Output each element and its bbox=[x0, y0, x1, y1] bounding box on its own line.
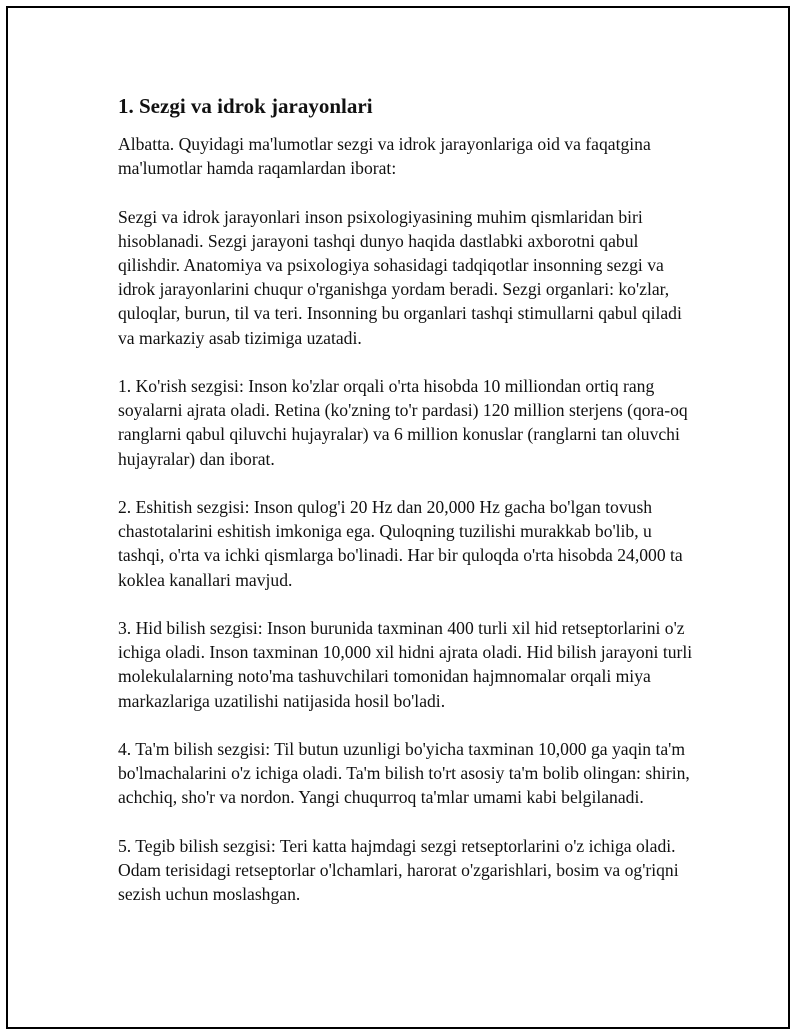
taste-paragraph: 4. Ta'm bilish sezgisi: Til butun uzunligi bo'yicha taxminan 10,000 ga yaqin ta'm bo'lmachalarini o'z ichiga oladi. Ta'm bilish to'rt asosiy ta'm bolib olingan: shirin, achchiq, sho'r va nordon. Yangi chuqurroq ta'mlar umami kabi belgilanadi. bbox=[118, 739, 690, 808]
overview-paragraph: Sezgi va idrok jarayonlari inson psixologiyasining muhim qismlaridan biri hisoblanadi. Sezgi jarayoni tashqi dunyo haqida dastlabki axborotni qabul qilishdir. Anatomiya va psixologiya sohasidagi tadqiqotlar insonning sezgi va idrok jarayonlarini chuqur o'rganishga yordam beradi. Sezgi organlari: ko'zlar, quloqlar, burun, til va teri. Insonning bu organlari tashqi stimullarni qabul qiladi va markaziy asab tizimiga uzatadi. bbox=[118, 206, 682, 348]
intro-paragraph: Albatta. Quyidagi ma'lumotlar sezgi va idrok jarayonlariga oid va faqatgina ma'lumotlar hamda raqamlardan iborat: bbox=[118, 134, 651, 179]
document-body bbox=[118, 92, 698, 906]
smell-paragraph: 3. Hid bilish sezgisi: Inson burunida taxminan 400 turli xil hid retseptorlarini o'z ichiga oladi. Inson taxminan 10,000 xil hidni ajrata oladi. Hid bilish jarayoni turli molekulalarning noto'ma tashuvchilari tomonidan hajmnomalar orqali miya markazlariga uzatilishi natijasida hosil bo'ladi. bbox=[118, 618, 693, 711]
hearing-paragraph: 2. Eshitish sezgisi: Inson qulog'i 20 Hz dan 20,000 Hz gacha bo'lgan tovush chastotalarini eshitish imkoniga ega. Quloqning tuzilishi murakkab bo'lib, u tashqi, o'rta va ichki qismlarga bo'linadi. Har bir quloqda o'rta hisobda 24,000 ta koklea kanallari mavjud. bbox=[118, 497, 683, 590]
document-title: 1. Sezgi va idrok jarayonlari bbox=[118, 94, 373, 118]
touch-paragraph: 5. Tegib bilish sezgisi: Teri katta hajmdagi sezgi retseptorlarini o'z ichiga oladi. Odam terisidagi retseptorlar o'lchamlari, harorat o'zgarishlari, bosim va og'riqni sezish uchun moslashgan. bbox=[118, 835, 679, 905]
vision-paragraph: 1. Ko'rish sezgisi: Inson ko'zlar orqali o'rta hisobda 10 milliondan ortiq rang soyalarni ajrata oladi. Retina (ko'zning to'r pardasi) 120 million sterjens (qora-oq ranglarni qabul qiluvchi hujayralar) va 6 million konuslar (ranglarni tan oluvchi hujayralar) dan iborat. bbox=[118, 376, 688, 469]
